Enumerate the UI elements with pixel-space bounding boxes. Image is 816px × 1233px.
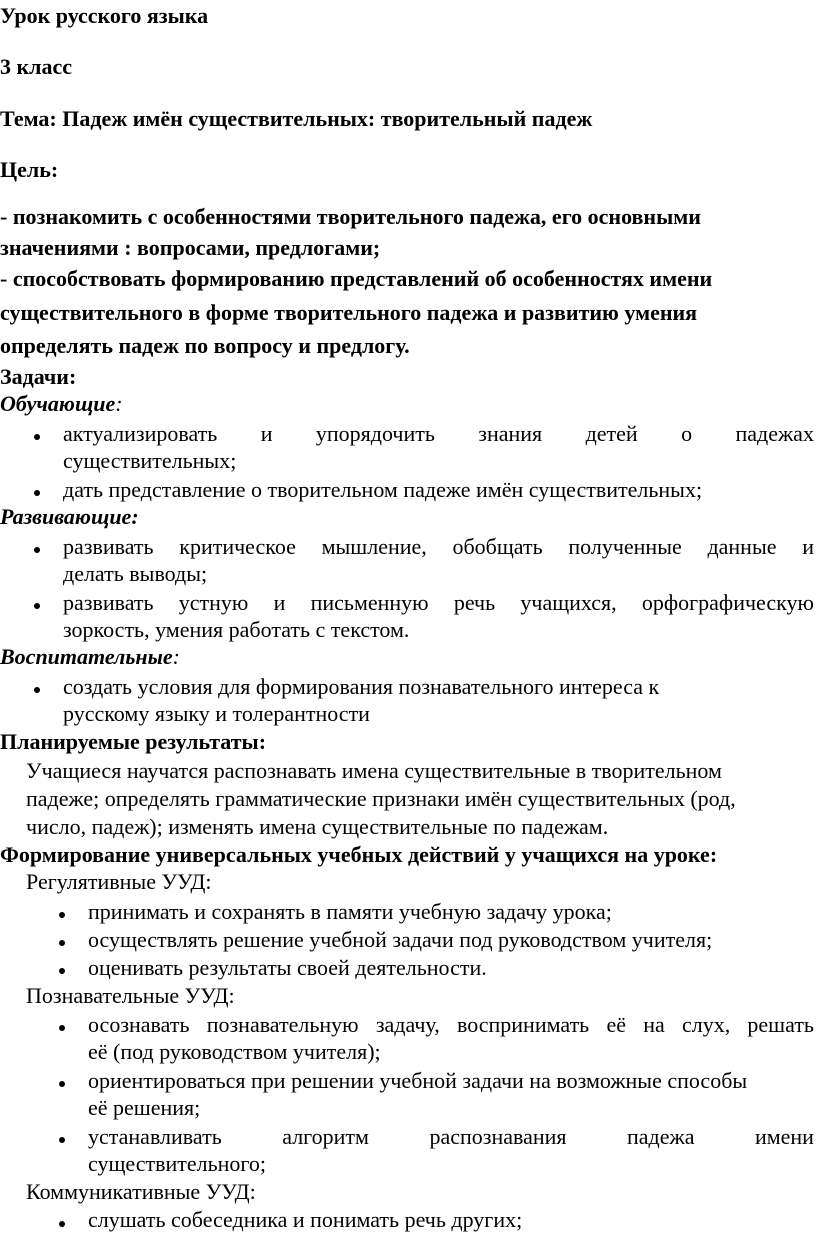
developing-item-1-line-1: развивать критическое мышление, обобщать полученные данные и [63,534,814,559]
cognitive-item-1-line-1: осознавать познавательную задачу, воспринимать её на слух, решать [88,1012,814,1037]
communicative-label: Коммуникативные УУД: [26,1179,256,1204]
teaching-item-1-line-2: существительных; [63,448,237,473]
goal-2-line-2: существительного в форме творительного падежа и развитию умения [0,300,698,325]
educational-item-1-line-2: русскому языку и толерантности [63,701,370,726]
educational-label: Воспитательные [0,644,173,669]
goal-2-line-3: определять падеж по вопросу и предлогу. [0,333,410,358]
cognitive-item-2-line-2: её решения; [88,1095,201,1120]
bullet-icon [34,687,40,693]
cognitive-item-2-line-1: ориентироваться при решении учебной задачи на возможные способы [88,1068,748,1093]
teaching-label: Обучающие [0,391,116,416]
results-label: Планируемые результаты: [0,729,267,754]
bullet-icon [59,940,65,946]
lesson-title: Урок русского языка [0,3,209,28]
bullet-icon [59,1221,65,1227]
bullet-icon [34,603,40,609]
bullet-icon [34,434,40,440]
developing-item-1-line-2: делать выводы; [63,561,208,586]
regulatory-item-3: оценивать результаты своей деятельности. [88,955,487,980]
educational-heading [0,644,180,670]
cognitive-label: Познавательные УУД: [26,983,235,1008]
bullet-icon [34,490,40,496]
tasks-label: Задачи: [0,364,77,389]
regulatory-label: Регулятивные УУД: [26,869,212,894]
goal-2-line-1: - способствовать формированию представлений об особенностях имени [0,266,713,291]
teaching-heading [0,391,123,417]
results-line-3: число, падеж); изменять имена существительные по падежам. [26,814,609,839]
goal-label: Цель: [0,157,59,182]
educational-item-1-line-1: создать условия для формирования познавательного интереса к [63,674,660,699]
cognitive-item-1-line-2: её (под руководством учителя); [88,1039,381,1064]
results-line-2: падеже; определять грамматические признаки имён существительных (род, [26,786,736,811]
developing-item-2-line-1: развивать устную и письменную речь учащихся, орфографическую [63,590,814,615]
goal-1-line-1: - познакомить с особенностями творительного падежа, его основными [0,204,701,229]
topic: Тема: Падеж имён существительных: творительный падеж [0,106,593,131]
bullet-icon [59,912,65,918]
developing-item-2-line-2: зоркость, умения работать с текстом. [63,617,410,642]
bullet-icon [34,547,40,553]
teaching-colon: : [115,391,123,416]
cognitive-item-3-line-1: устанавливать алгоритм распознавания падежа имени [88,1124,814,1149]
goal-1-line-2: значениями : вопросами, предлогами; [0,235,381,260]
teaching-item-2: дать представление о творительном падеже имён существительных; [63,477,703,502]
developing-label: Развивающие: [0,504,139,529]
bullet-icon [59,1137,65,1143]
uud-label: Формирование универсальных учебных действий у учащихся на уроке: [0,842,718,867]
communicative-item-1: слушать собеседника и понимать речь других; [88,1207,523,1232]
results-line-1: Учащиеся научатся распознавать имена существительные в творительном [26,758,722,783]
bullet-icon [59,968,65,974]
regulatory-item-2: осуществлять решение учебной задачи под руководством учителя; [88,927,713,952]
bullet-icon [59,1025,65,1031]
grade: 3 класс [0,54,73,79]
educational-colon: : [172,644,180,669]
cognitive-item-3-line-2: существительного; [88,1151,267,1176]
regulatory-item-1: принимать и сохранять в памяти учебную задачу урока; [88,899,612,924]
teaching-item-1-line-1: актуализировать и упорядочить знания детей о падежах [63,421,814,446]
bullet-icon [59,1081,65,1087]
